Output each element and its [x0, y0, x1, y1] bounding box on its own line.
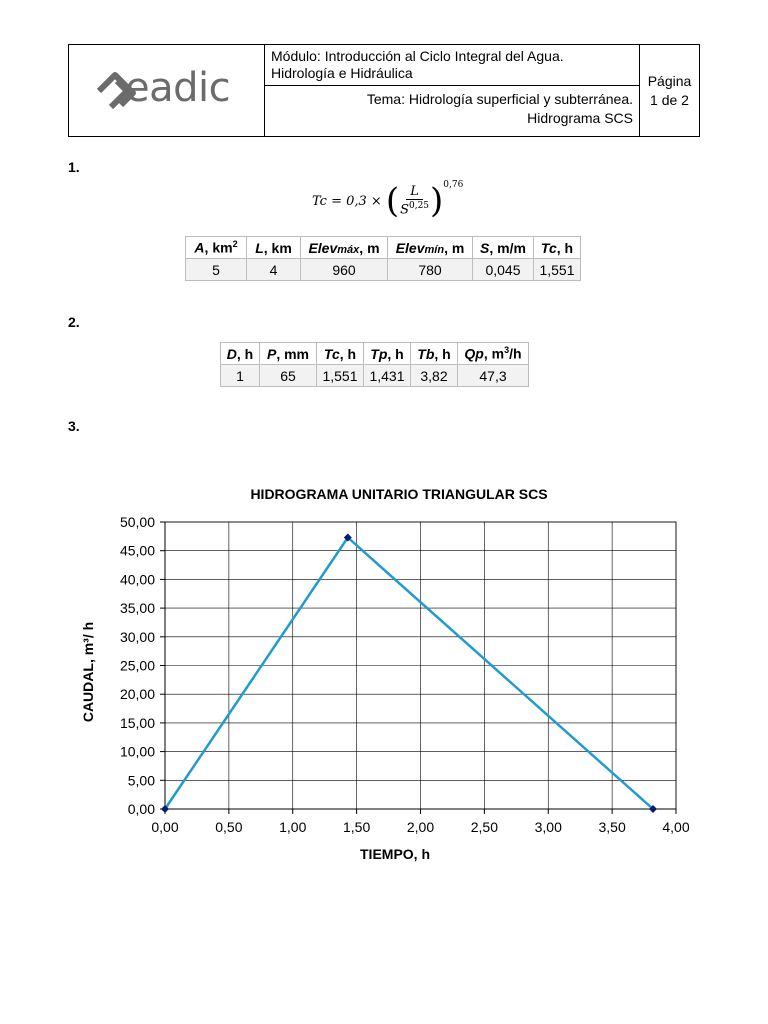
x-tick-label: 3,00 — [534, 819, 562, 835]
x-tick-label: 1,00 — [279, 819, 307, 835]
chart-title: HIDROGRAMA UNITARIO TRIANGULAR SCS — [250, 486, 548, 502]
topic-line-2: Hidrograma SCS — [527, 110, 633, 126]
topic-line-1: Tema: Hidrología superficial y subterránea. — [366, 91, 633, 107]
col-slope: S, m/m — [473, 237, 534, 259]
formula-paren-close: ) — [430, 181, 444, 221]
cell-length: 4 — [247, 259, 301, 281]
chart-y-axis-label: CAUDAL, m³/ h — [80, 621, 96, 723]
cell-qp: 47,3 — [458, 365, 529, 387]
cell-tp: 1,431 — [364, 365, 411, 387]
formula-paren-open: ( — [385, 181, 400, 221]
logo-text: eadic — [125, 65, 231, 111]
cell-tb: 3,82 — [411, 365, 458, 387]
cell-tc: 1,551 — [534, 259, 581, 281]
col-precip: P, mm — [260, 343, 317, 365]
col-qp: Qp, $m^3/h$ — [458, 343, 529, 365]
y-tick-label: 50,00 — [119, 514, 155, 530]
y-tick-label: 20,00 — [119, 686, 155, 703]
x-tick-label: 3,50 — [598, 819, 626, 835]
y-tick-label: 40,00 — [119, 571, 155, 588]
formula-exponent: 0,76 — [443, 180, 464, 190]
col-tp: Tp, h — [364, 343, 411, 365]
y-tick-label: 25,00 — [119, 657, 155, 674]
y-tick-label: 10,00 — [119, 743, 155, 760]
series-line — [165, 537, 653, 809]
formula-den-base: S — [400, 202, 409, 218]
y-tick-label: 5,00 — [127, 772, 155, 789]
x-tick-label: 0,00 — [151, 819, 179, 835]
col-tc: Tc, h — [534, 237, 581, 259]
col-tb: Tb, h — [411, 343, 458, 365]
col-area: A, $km^2$ — [186, 237, 247, 259]
page-label: Página — [647, 72, 692, 89]
chart-x-axis-label: TIEMPO, h — [360, 846, 430, 862]
x-tick-label: 0,50 — [215, 819, 243, 835]
col-length: L, km — [247, 237, 301, 259]
formula-numerator: L — [406, 184, 423, 200]
page-number: 1 de 2 — [650, 91, 689, 108]
x-tick-label: 4,00 — [662, 819, 690, 835]
col-tc: Tc, h — [317, 343, 364, 365]
formula-lhs: Tc = 0,3 × — [312, 193, 382, 209]
x-tick-label: 2,50 — [470, 819, 498, 835]
cell-slope: 0,045 — [473, 259, 534, 281]
col-elev-min: Elevmín, m — [388, 237, 473, 259]
col-elev-max: Elevmáx, m — [301, 237, 388, 259]
y-tick-label: 35,00 — [119, 600, 155, 617]
y-tick-label: 30,00 — [119, 628, 155, 645]
cell-elev-max: 960 — [301, 259, 388, 281]
module-line-1: Módulo: Introducción al Ciclo Integral del Agua. — [271, 48, 564, 64]
section-3-number: 3. — [68, 418, 80, 434]
col-duration: D, h — [221, 343, 260, 365]
cell-tc: 1,551 — [317, 365, 364, 387]
formula-den-exp: 0,25 — [408, 201, 430, 212]
section-1-number: 1. — [68, 159, 80, 175]
x-tick-label: 2,00 — [406, 819, 435, 835]
cell-precip: 65 — [260, 365, 317, 387]
cell-area: 5 — [186, 259, 247, 281]
y-tick-label: 15,00 — [119, 714, 155, 731]
y-tick-label: 0,00 — [127, 801, 155, 817]
cell-duration: 1 — [221, 365, 260, 387]
section-2-number: 2. — [68, 314, 80, 330]
cell-elev-min: 780 — [388, 259, 473, 281]
module-line-2: Hidrología e Hidráulica — [271, 65, 413, 81]
x-tick-label: 1,50 — [343, 819, 371, 835]
y-tick-label: 45,00 — [119, 542, 155, 559]
